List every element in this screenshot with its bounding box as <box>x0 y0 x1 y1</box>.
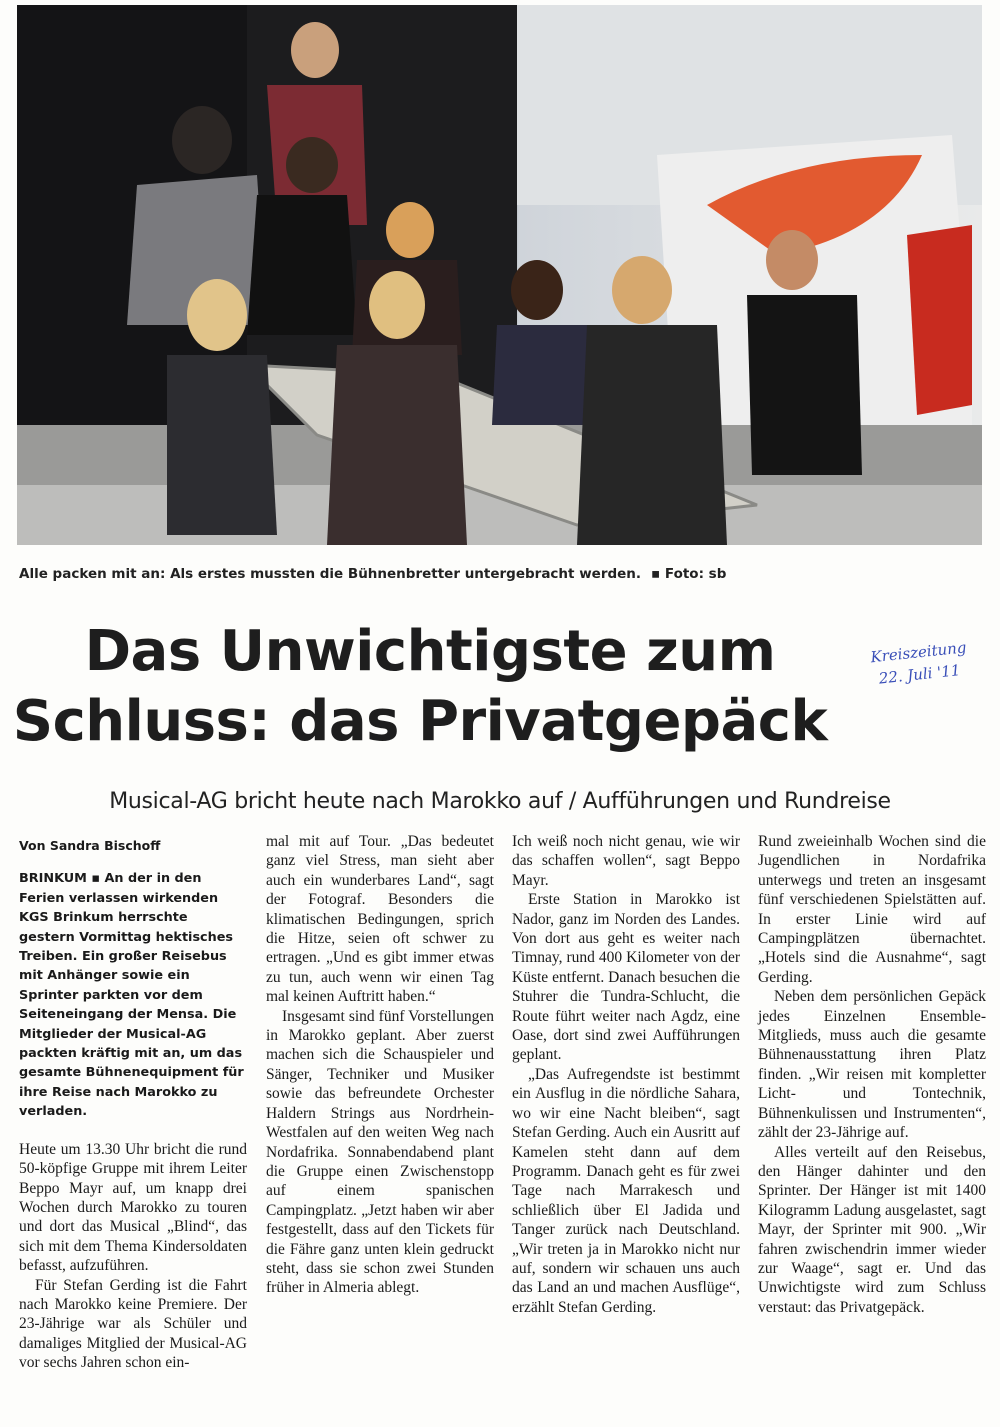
article-column-4 <box>758 832 986 1317</box>
stamp-line-1: Kreiszeitung <box>869 638 968 667</box>
photo-caption <box>19 566 979 582</box>
paragraph: Neben dem persönlichen Gepäck jedes Einzelnen Ensemble-Mitglieds, muss auch die gesamte Bühnenausstattung ihren Platz finden. „Wir reisen mit kompletter Licht- und Tontechnik, Bühnenkulissen und Instrumenten“, zählt der 23-Jährige auf. <box>758 988 986 1142</box>
paragraph: Rund zweieinhalb Wochen sind die Jugendlichen in Nordafrika unterwegs und treten an insgesamt fünf verschiedenen Spielstätten auf. In erster Linie wird auf Campingplätzen übernachtet. „Hotels sind die Ausnahme“, sagt Gerding. <box>758 833 986 986</box>
paragraph: mal mit auf Tour. „Das bedeutet ganz viel Stress, man sieht aber auch ein wunderbares Land“, sagt der Fotograf. Besonders die klimatischen Bedingungen, sprich die Hitze, seien oft schwer zu ertragen. „Und es gibt immer etwas zu tun, auch wenn wir einen Tag mal keinen Auftritt haben.“ <box>266 833 494 1006</box>
headline-line-2: Schluss: das Privatgepäck <box>12 689 828 754</box>
article-column-2 <box>266 832 494 1298</box>
dateline: BRINKUM ▪ <box>19 871 101 887</box>
paragraph: „Das Aufregendste ist bestimmt ein Ausflug in die nördliche Sahara, wo wir eine Nacht bleiben“, sagt Stefan Gerding. Auch ein Ausritt auf Kamelen steht dann auf dem Programm. Danach geht es für zwei Tage nach Marrakesch und schließlich über El Jadida und Tanger zurück nach Deutschland. „Wir treten ja in Marokko nicht nur auf, sondern wir schauen uns auch das Land an und machen Ausflüge“, erzählt Stefan Gerding. <box>512 1065 740 1316</box>
paragraph: Alles verteilt auf den Reisebus, den Hänger dahinter und den Sprinter. Der Hänger ist mit 1400 Kilogramm Ladung ausgelastet, sagt Mayr, der Sprinter mit 900. „Wir fahren zwischendrin immer wieder zur Waage“, sagt er. Und das Unwichtigste wird zum Schluss verstaut: das Privatgepäck. <box>758 1143 986 1316</box>
headline-line-1: Das Unwichtigste zum <box>84 619 776 684</box>
paragraph: Insgesamt sind fünf Vorstellungen in Marokko geplant. Aber zuerst machen sich die Schauspieler und Sänger, Techniker und Musiker sowie das befreundete Orchester Haldern Strings aus Nordrhein-Westfalen auf den weiten Weg nach Nordafrika. Sonnabendabend plant die Gruppe einen Zwischenstopp auf einem spanischen Campingplatz. „Jetzt haben wir aber festgestellt, dass auf den Tickets für die Fähre ganz unten klein gedruckt steht, dass sie schon zwei Stunden früher in Almeria ablegt. <box>266 1007 494 1297</box>
paragraph: Heute um 13.30 Uhr bricht die rund 50-köpfige Gruppe mit ihrem Leiter Beppo Mayr auf, um knapp drei Wochen durch Marokko zu touren und dort das Musical „Blind“, das sich mit dem Thema Kindersoldaten befasst, aufzuführen. <box>19 1140 247 1275</box>
photo-credit: ▪ Foto: sb <box>651 566 727 582</box>
article-subheadline: Musical-AG bricht heute nach Marokko auf / Aufführungen und Rundreise <box>109 789 891 814</box>
stamp-line-2: 22. Juli '11 <box>877 661 962 688</box>
article-column-1 <box>19 832 247 1373</box>
paragraph: Ich weiß noch nicht genau, wie wir das schaffen wollen“, sagt Beppo Mayr. <box>512 833 740 889</box>
paragraph: Für Stefan Gerding ist die Fahrt nach Marokko keine Premiere. Der 23-Jährige war als Schüler und damaliges Mitglied der Musical-AG vor sechs Jahren schon ein- <box>19 1276 247 1372</box>
group-photo-icon <box>17 5 982 545</box>
caption-text: Alle packen mit an: Als erstes mussten die Bühnenbretter untergebracht werden. <box>19 566 642 582</box>
lead-text: An der in den Ferien verlassen wirkenden KGS Brinkum herrschte gestern Vormittag hektisches Treiben. Ein großer Reisebus mit Anhänger sowie ein Sprinter parkten vor dem Seiteneingang der Mensa. Die Mitglieder der Musical-AG packten kräftig mit an, um das gesamte Bühnenequipment für ihre Reise nach Marokko zu verladen. <box>19 871 244 1120</box>
article-column-3 <box>512 832 740 1317</box>
article-headline <box>0 617 1000 757</box>
byline: Von Sandra Bischoff <box>19 838 161 853</box>
paragraph: Erste Station in Marokko ist Nador, ganz im Norden des Landes. Von dort aus geht es weiter nach Timnay, rund 400 Kilometer von der Küste entfernt. Danach besuchen die Stuhrer die Tundra-Schlucht, die Route führt weiter nach Agdz, eine Oase, dort sind zwei Aufführungen geplant. <box>512 891 740 1064</box>
article-photo <box>17 5 982 545</box>
article-lead <box>19 869 247 1121</box>
